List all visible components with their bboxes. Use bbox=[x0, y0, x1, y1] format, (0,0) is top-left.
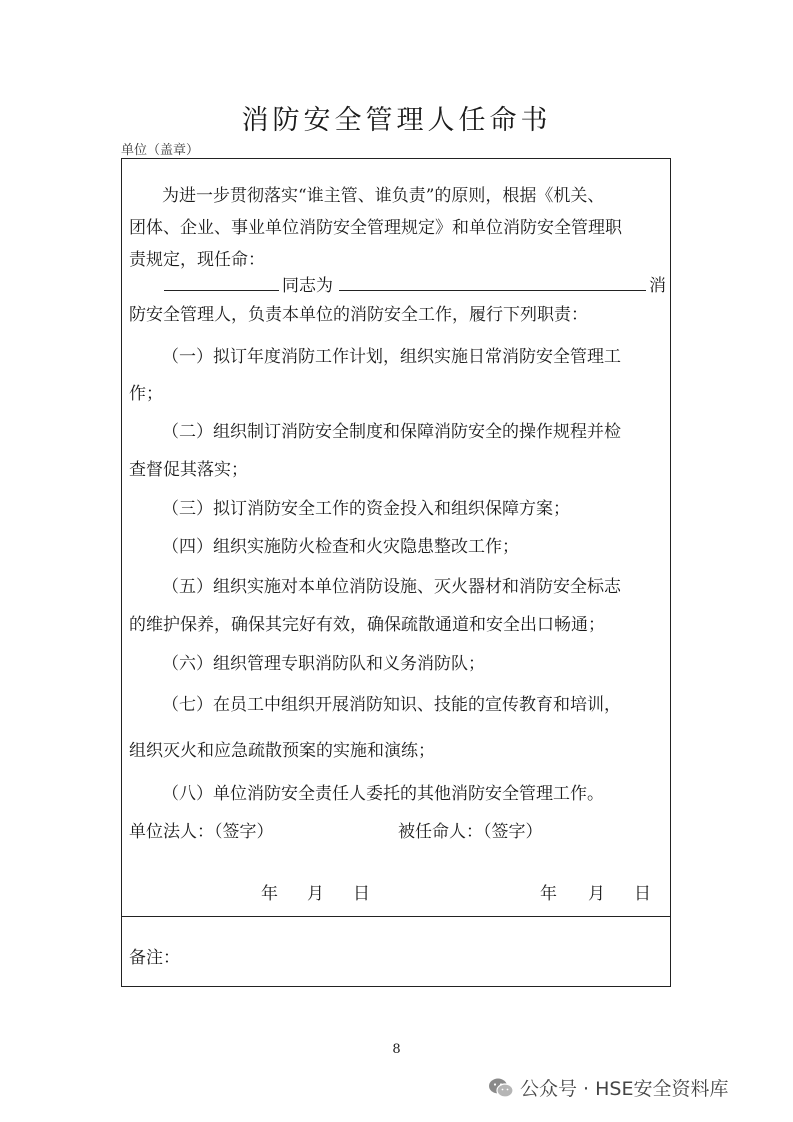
duty-8: （八）单位消防安全责任人委托的其他消防安全管理工作。 bbox=[162, 784, 604, 804]
form-box bbox=[121, 158, 671, 987]
watermark bbox=[488, 1074, 728, 1101]
duty-5-line-2: 的维护保养，确保其完好有效，确保疏散通道和安全出口畅通； bbox=[129, 615, 605, 635]
duty-1-line-1: （一）拟订年度消防工作计划，组织实施日常消防安全管理工 bbox=[162, 347, 621, 367]
duty-3: （三）拟订消防安全工作的资金投入和组织保障方案； bbox=[162, 499, 570, 519]
appointee-title-blank[interactable] bbox=[339, 272, 646, 291]
remarks-divider bbox=[122, 916, 670, 917]
unit-seal-label: 单位（盖章） bbox=[121, 143, 200, 158]
para-intro-line-3: 责规定，现任命： bbox=[129, 250, 265, 270]
appointee-date-day: 日 bbox=[634, 884, 651, 904]
appointee-signature-label: 被任命人：（签字） bbox=[398, 822, 543, 842]
duty-5-line-1: （五）组织实施对本单位消防设施、灭火器材和消防安全标志 bbox=[162, 577, 621, 597]
duty-2-line-2: 查督促其落实； bbox=[129, 460, 248, 480]
duty-4: （四）组织实施防火检查和火灾隐患整改工作； bbox=[162, 537, 519, 557]
duty-6: （六）组织管理专职消防队和义务消防队； bbox=[162, 654, 485, 674]
appointee-date-month: 月 bbox=[588, 884, 605, 904]
duty-7-line-2: 组织灭火和应急疏散预案的实施和演练； bbox=[129, 741, 435, 761]
page-title: 消防安全管理人任命书 bbox=[241, 105, 552, 136]
legal-rep-signature-label: 单位法人：（签字） bbox=[129, 822, 274, 842]
appoint-line-2: 防安全管理人，负责本单位的消防安全工作，履行下列职责： bbox=[129, 305, 588, 325]
appointee-name-blank[interactable] bbox=[164, 272, 279, 291]
duty-1-line-2: 作； bbox=[129, 384, 163, 404]
legal-date-day: 日 bbox=[353, 884, 370, 904]
appointee-date-year: 年 bbox=[540, 884, 557, 904]
para-intro-line-2: 团体、企业、事业单位消防安全管理规定》和单位消防安全管理职 bbox=[129, 218, 622, 238]
appoint-middle-text: 同志为 bbox=[282, 276, 333, 296]
page-number: 8 bbox=[392, 1042, 401, 1057]
appoint-end-text: 消 bbox=[649, 276, 666, 296]
duty-2-line-1: （二）组织制订消防安全制度和保障消防安全的操作规程并检 bbox=[162, 422, 621, 442]
wechat-icon bbox=[488, 1077, 514, 1099]
legal-date-month: 月 bbox=[307, 884, 324, 904]
duty-7-line-1: （七）在员工中组织开展消防知识、技能的宣传教育和培训， bbox=[162, 695, 621, 715]
para-intro-line-1: 为进一步贯彻落实“谁主管、谁负责”的原则，根据《机关、 bbox=[162, 186, 605, 206]
legal-date-year: 年 bbox=[261, 884, 278, 904]
remarks-label: 备注： bbox=[129, 948, 180, 968]
watermark-text: 公众号 · HSE安全资料库 bbox=[520, 1078, 729, 1100]
